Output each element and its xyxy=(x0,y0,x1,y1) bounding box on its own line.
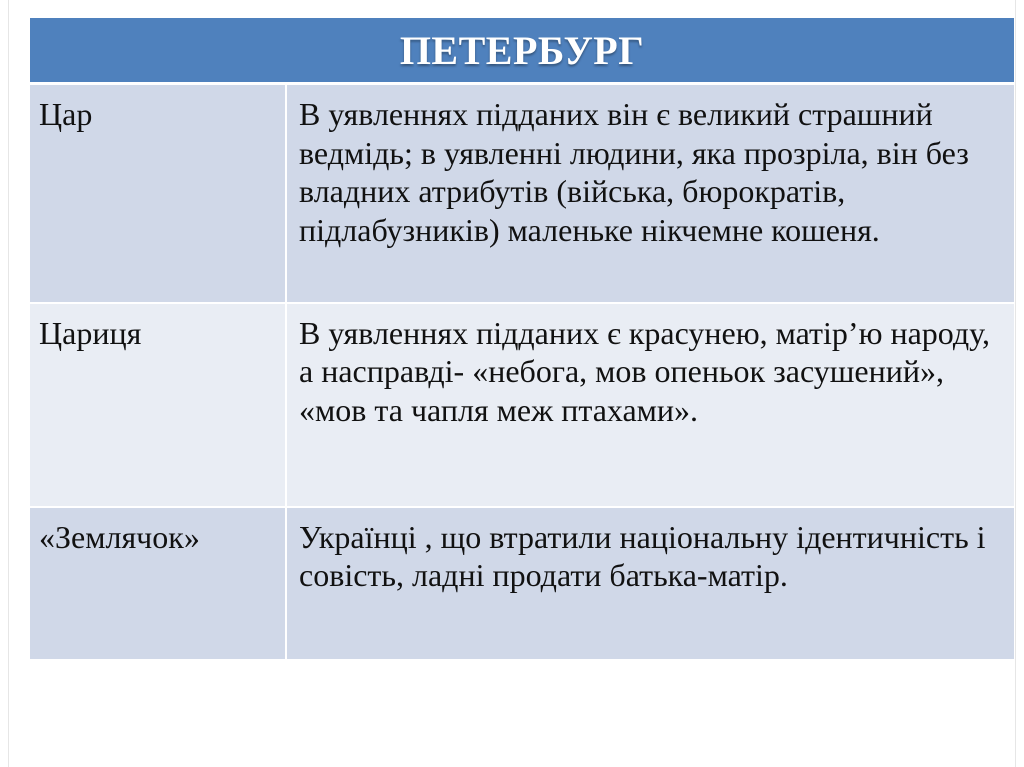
row-label: Цар xyxy=(30,84,286,303)
table-row xyxy=(30,303,1014,507)
table-title: ПЕТЕРБУРГ xyxy=(30,18,1014,84)
content-table xyxy=(30,18,1014,659)
row-description: Українці , що втратили національну ідентичність і совість, ладні продати батька-матір. xyxy=(286,507,1014,659)
row-description: В уявленнях підданих він є великий страшний ведмідь; в уявленні людини, яка прозріла, він без владних атрибутів (війська, бюрократів, підлабузників) маленьке нікчемне кошеня. xyxy=(286,84,1014,303)
table-header-row xyxy=(30,18,1014,84)
table-row xyxy=(30,507,1014,659)
table-row xyxy=(30,84,1014,303)
row-label: Цариця xyxy=(30,303,286,507)
row-label: «Землячок» xyxy=(30,507,286,659)
row-description: В уявленнях підданих є красунею, матір’ю народу, а насправді- «небога, мов опеньок засушений», «мов та чапля меж птахами». xyxy=(286,303,1014,507)
